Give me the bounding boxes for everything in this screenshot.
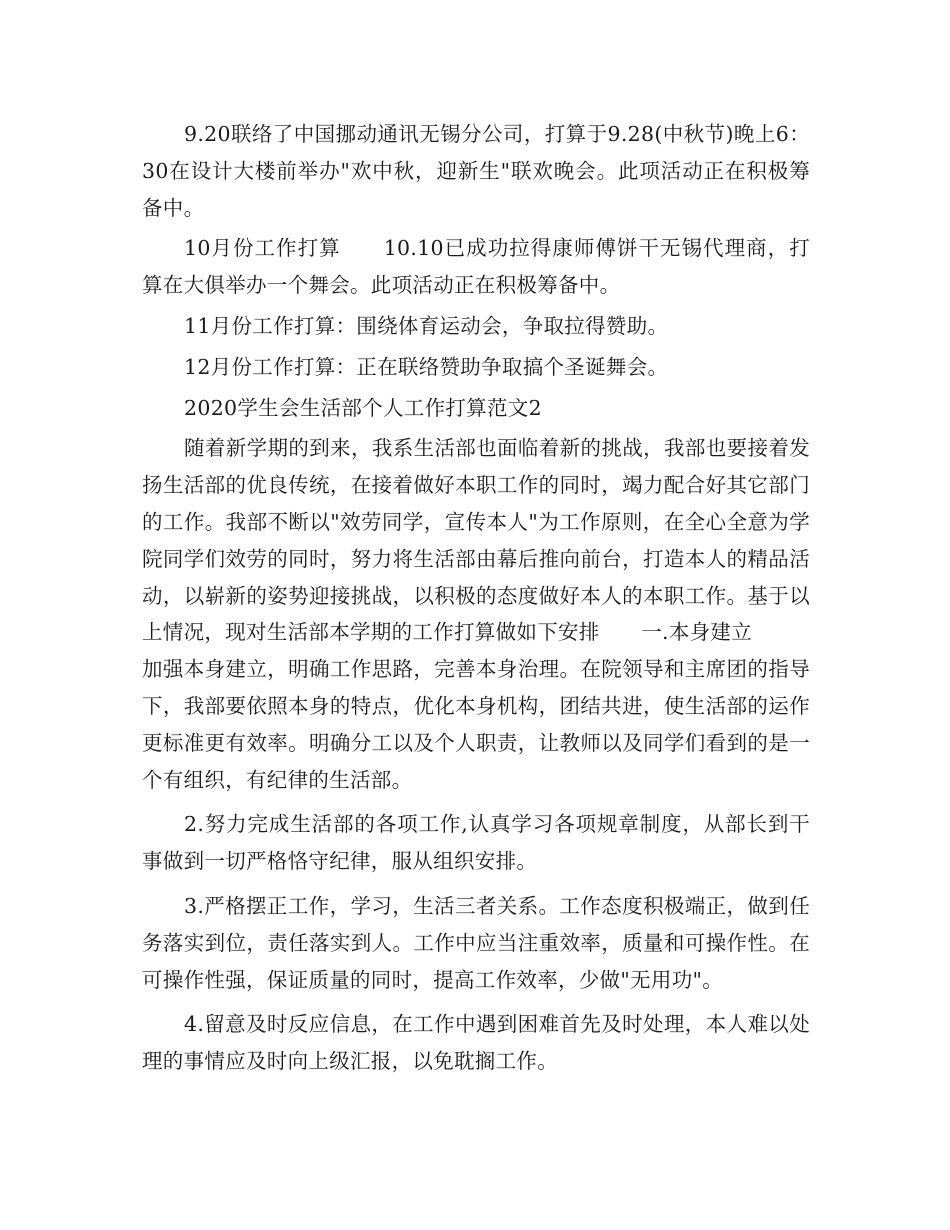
paragraph-self-building: 加强本身建立，明确工作思路，完善本身治理。在院领导和主席团的指导下，我部要依照本身的特点，优化本身机构，团结共进，使生活部的运作更标准更有效率。明确分工以及个人职责，让教师以及同学们看到的是一个有组织，有纪律的生活部。 bbox=[142, 657, 810, 792]
paragraph-october-plan: 10月份工作打算 10.10已成功拉得康师傅饼干无锡代理商，打算在大俱举办一个舞会。此项活动正在积极筹备中。 bbox=[142, 236, 810, 298]
paragraph-december-plan: 12月份工作打算：正在联络赞助争取搞个圣诞舞会。 bbox=[184, 354, 669, 379]
paragraph-item-4: 4.留意及时反应信息，在工作中遇到困难首先及时处理，本人难以处理的事情应及时向上级汇报，以免耽搁工作。 bbox=[142, 1012, 810, 1074]
section-heading: 2020学生会生活部个人工作打算范文2 bbox=[184, 395, 542, 420]
paragraph-november-plan: 11月份工作打算：围绕体育运动会，争取拉得赞助。 bbox=[184, 313, 669, 338]
document-page bbox=[142, 116, 810, 1080]
paragraph-introduction: 随着新学期的到来，我系生活部也面临着新的挑战，我部也要接着发扬生活部的优良传统，在接着做好本职工作的同时，竭力配合好其它部门的工作。我部不断以"效劳同学，宣传本人"为工作原则，在全心全意为学院同学们效劳的同时，努力将生活部由幕后推向前台，打造本人的精品活动，以崭新的姿势迎接挑战，以积极的态度做好本人的本职工作。基于以上情况，现对生活部本学期的工作打算做如下安排 一.本身建立 bbox=[142, 436, 810, 645]
paragraph-item-2: 2.努力完成生活部的各项工作,认真学习各项规章制度，从部长到干事做到一切严格恪守纪律，服从组织安排。 bbox=[142, 812, 810, 874]
paragraph-mid-autumn-party: 9.20联络了中国挪动通讯无锡分公司，打算于9.28(中秋节)晚上6：30在设计大楼前举办"欢中秋，迎新生"联欢晚会。此项活动正在积极筹备中。 bbox=[142, 122, 810, 220]
paragraph-item-3: 3.严格摆正工作，学习，生活三者关系。工作态度积极端正，做到任务落实到位，责任落实到人。工作中应当注重效率，质量和可操作性。在可操作性强，保证质量的同时，提高工作效率，少做"无用功"。 bbox=[142, 893, 810, 992]
